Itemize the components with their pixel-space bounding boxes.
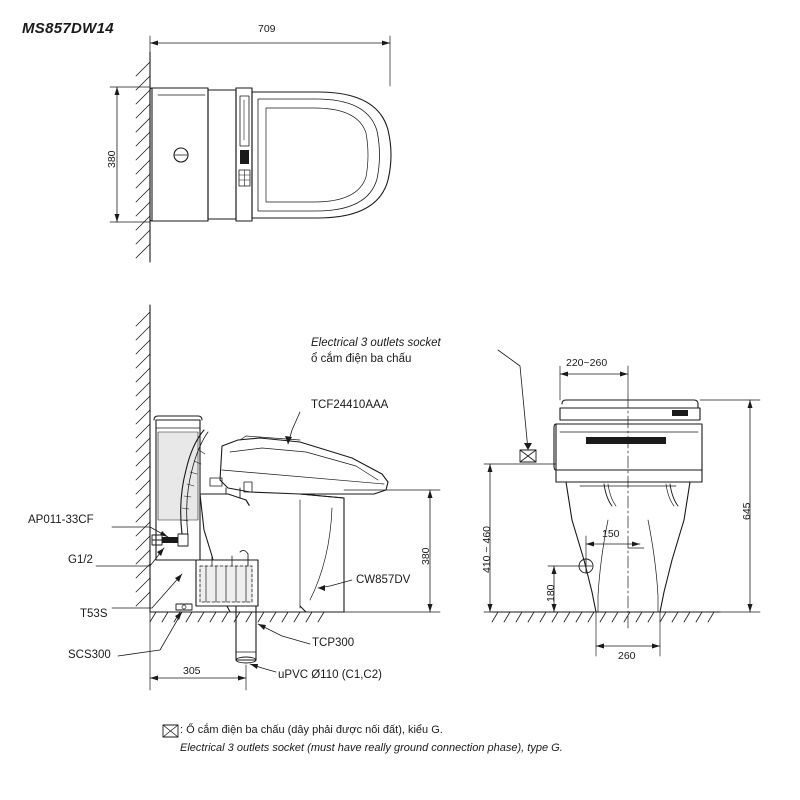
dim-410-460: 410 ~ 460 [481,525,493,573]
callout-socket-en: Electrical 3 outlets socket [311,337,441,349]
top-view-washlet-base [208,90,236,219]
top-view-control-strip [240,96,249,146]
leader-socket [498,350,528,450]
dim-305: 305 [183,665,201,677]
callout-scs300: SCS300 [68,649,111,661]
callout-t53s: T53S [80,608,108,620]
leader-g12 [96,548,164,566]
front-view-hose-right [670,484,678,506]
top-view-tank [152,88,208,221]
dim-180: 180 [545,584,557,602]
leader-tcp300 [258,624,310,644]
dim-220-260: 220~260 [566,357,608,369]
front-view-washlet [556,424,702,470]
page-title: MS857DW14 [22,20,114,37]
callout-tcf24410aaa: TCF24410AAA [311,399,389,411]
callout-cw857dv: CW857DV [356,574,411,586]
side-view-washlet [220,438,388,494]
callout-upvc: uPVC Ø110 (C1,C2) [278,669,382,681]
dim-260: 260 [618,650,636,662]
dim-380-side: 380 [420,547,432,565]
footer-note-en: Electrical 3 outlets socket (must have really ground connection phase), type G. [180,742,563,754]
front-view-display [586,437,666,444]
top-view-seat [252,92,391,218]
front-view-flush-plate [672,410,688,416]
front-view-seat-edge [556,470,702,482]
callout-g12: G1/2 [68,554,93,566]
top-view-wall-hatch [136,62,150,258]
callout-ap011-33cf: AP011-33CF [28,514,94,526]
dim-380-top: 380 [106,150,118,168]
side-view-wall-hatch [136,312,150,606]
callout-tcp300: TCP300 [312,637,355,649]
footer-note-vi: : Ổ cắm điện ba chấu (dây phải được nối đất), kiểu G. [180,724,443,736]
callout-socket-vi: ổ cắm điện ba chấu [311,353,412,365]
front-view-floor-hatch [492,612,714,622]
top-view-display [240,150,249,164]
leader-t53s [112,574,182,608]
dim-709: 709 [258,23,276,35]
side-view-bowl-front [300,494,344,612]
dim-645: 645 [741,502,753,520]
dim-150: 150 [602,528,620,540]
